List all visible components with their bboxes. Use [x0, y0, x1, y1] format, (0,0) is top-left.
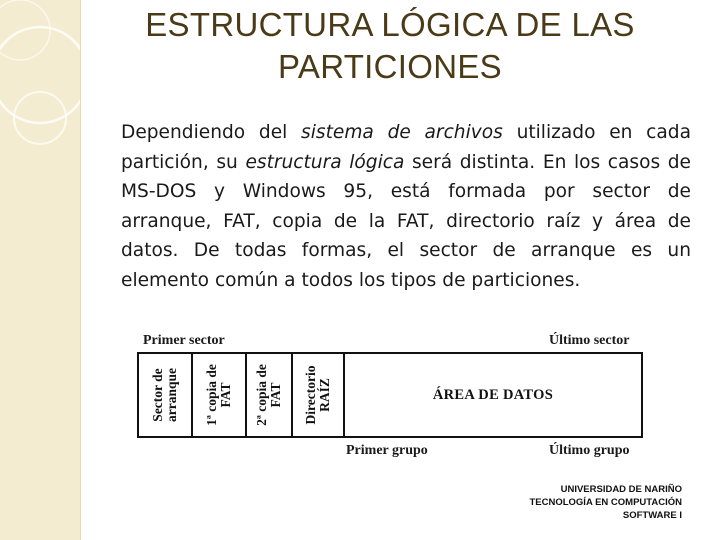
slide-title-line2: PARTICIONES: [278, 48, 502, 85]
slide-title-line1: ESTRUCTURA LÓGICA DE LAS: [145, 6, 635, 43]
cell-boot-sector: [139, 354, 193, 436]
footer-course: SOFTWARE I: [622, 510, 682, 521]
label-first-sector: Primer sector: [143, 333, 225, 348]
cell-boot-sector-label: [151, 368, 179, 422]
partition-structure-diagram: [133, 330, 653, 470]
paragraph-emphasis-2: estructura lógica: [245, 151, 405, 173]
label-first-cluster: Primer grupo: [346, 443, 428, 458]
label-last-sector: Último sector: [549, 333, 630, 348]
slide-title: [80, 4, 700, 88]
paragraph-text-1: Dependiendo del: [121, 122, 302, 143]
paragraph-text-2: utilizado en cada partición, su: [121, 122, 691, 173]
partition-block: [137, 352, 643, 438]
label-last-cluster: Último grupo: [549, 443, 630, 458]
cell-fat-copy-1-label: [205, 364, 233, 426]
cell-fat-copy-2-line2: FAT: [268, 382, 283, 408]
cell-data-area-label: ÁREA DE DATOS: [432, 386, 554, 403]
cell-fat-copy-2-line1: 2ª copia de: [254, 364, 269, 426]
footer-university: UNIVERSIDAD DE NARIÑO: [560, 484, 682, 495]
cell-boot-sector-line1: Sector de: [150, 368, 165, 422]
cell-fat-copy-1: [193, 354, 247, 436]
paragraph-emphasis-1: sistema de archivos: [301, 122, 503, 143]
cell-data-area: [345, 354, 641, 436]
cell-root-directory-line1: Directorio: [303, 365, 318, 425]
body-paragraph: [121, 118, 691, 295]
cell-fat-copy-1-line1: 1ª copia de: [204, 364, 219, 426]
institution-footer: [529, 483, 682, 522]
cell-root-directory-label: [304, 366, 332, 425]
cell-root-directory-line2: RAÍZ: [317, 378, 332, 412]
cell-fat-copy-2: [247, 354, 293, 436]
cell-fat-copy-1-line2: FAT: [218, 382, 233, 408]
decorative-side-strip: [0, 0, 81, 540]
cell-fat-copy-2-label: [255, 364, 283, 426]
paragraph-text-3: será distinta. En los casos de MS-DOS y Windows 95, está formada por sector de arranque, FAT, copia de la FAT, directorio raíz y área de datos. De todas formas, el sector de arranque es un elemento común a todos los tipos de particiones.: [121, 151, 691, 291]
footer-program: TECNOLOGÍA EN COMPUTACIÓN: [529, 497, 682, 508]
cell-boot-sector-line2: arranque: [164, 368, 179, 422]
decorative-circles-graphic: [0, 0, 80, 540]
cell-root-directory: [293, 354, 345, 436]
